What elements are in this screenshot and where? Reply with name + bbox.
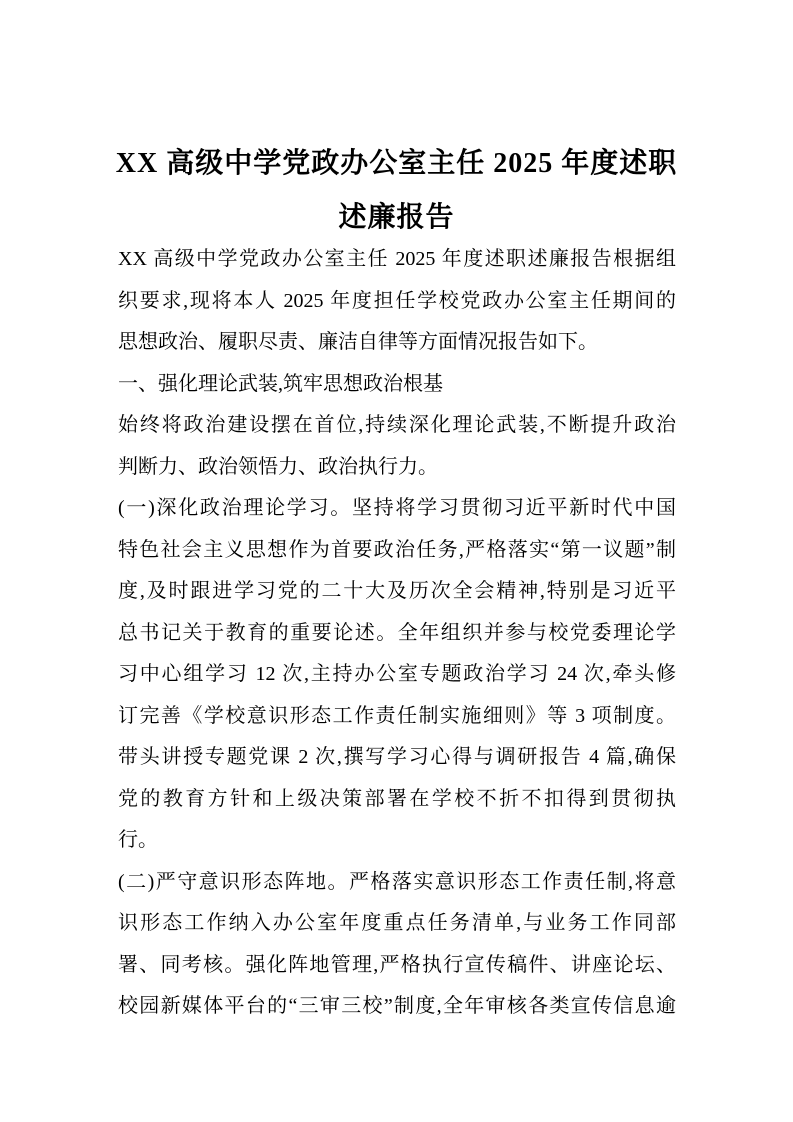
body-line-15: 行。	[118, 829, 158, 851]
body-line-16: (二)严守意识形态阵地。严格落实意识形态工作责任制,将意	[118, 870, 676, 893]
document-title	[0, 137, 793, 245]
body-line-11: 习中心组学习 12 次,主持办公室专题政治学习 24 次,牵头修	[118, 663, 676, 685]
body-line-12: 订完善《学校意识形态工作责任制实施细则》等 3 项制度。	[118, 704, 676, 727]
body-line-13: 带头讲授专题党课 2 次,撰写学习心得与调研报告 4 篇,确保	[118, 746, 676, 768]
body-line-6: 判断力、政治领悟力、政治执行力。	[118, 455, 438, 478]
body-line-5: 始终将政治建设摆在首位,持续深化理论武装,不断提升政治	[118, 414, 676, 436]
body-line-9: 度,及时跟进学习党的二十大及历次全会精神,特别是习近平	[118, 580, 676, 602]
body-line-3: 思想政治、履职尽责、廉洁自律等方面情况报告如下。	[118, 331, 598, 353]
document-title-line-1: XX 高级中学党政办公室主任 2025 年度述职	[115, 147, 678, 179]
body-line-10: 总书记关于教育的重要论述。全年组织并参与校党委理论学	[118, 621, 676, 644]
body-line-7: (一)深化政治理论学习。坚持将学习贯彻习近平新时代中国	[118, 497, 676, 519]
body-line-14: 党的教育方针和上级决策部署在学校不折不扣得到贯彻执	[118, 787, 676, 810]
document-body	[118, 239, 676, 1028]
document-title-line-2: 述廉报告	[338, 201, 455, 233]
body-line-4: 一、强化理论武装,筑牢思想政治根基	[118, 372, 443, 395]
body-line-18: 署、同考核。强化阵地管理,严格执行宣传稿件、讲座论坛、	[118, 953, 676, 976]
body-line-1: XX 高级中学党政办公室主任 2025 年度述职述廉报告根据组	[118, 248, 676, 270]
body-line-17: 识形态工作纳入办公室年度重点任务清单,与业务工作同部	[118, 912, 676, 934]
body-line-19: 校园新媒体平台的“三审三校”制度,全年审核各类宣传信息逾	[118, 995, 676, 1017]
body-line-2: 织要求,现将本人 2025 年度担任学校党政办公室主任期间的	[118, 289, 676, 312]
body-line-8: 特色社会主义思想作为首要政治任务,严格落实“第一议题”制	[118, 538, 676, 561]
